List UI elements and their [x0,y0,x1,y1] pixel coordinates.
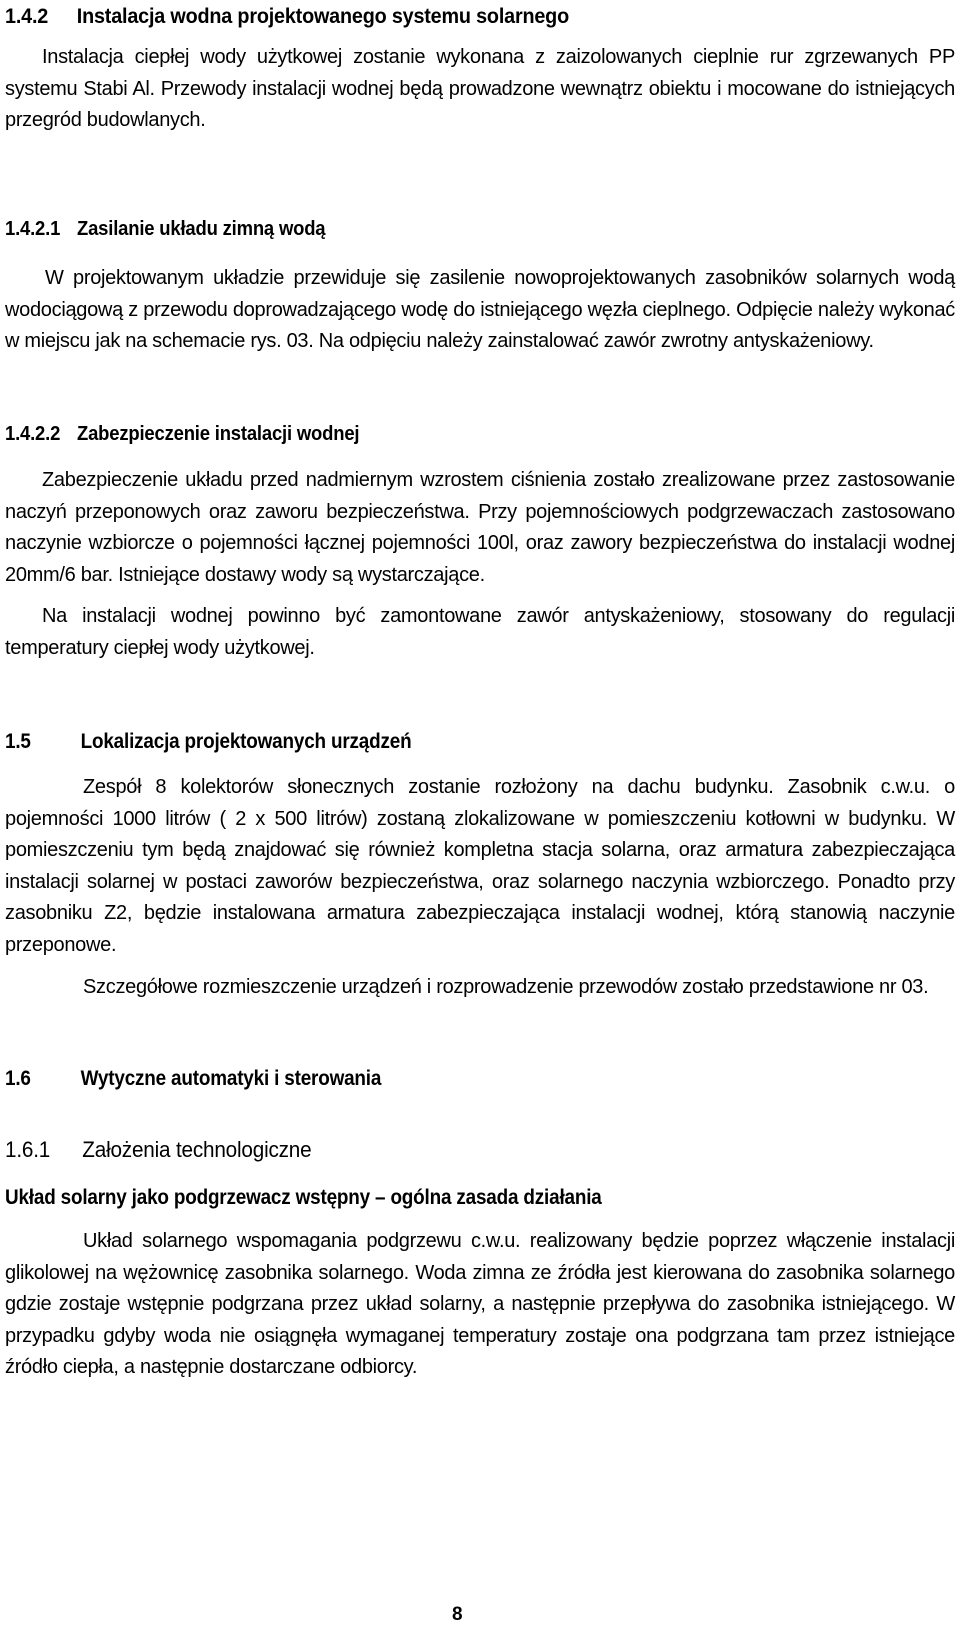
heading-title: Lokalizacja projektowanych urządzeń [80,730,412,753]
heading-number: 1.5 [5,730,31,753]
section-1-4-2-1-body [5,263,955,358]
heading-number: 1.4.2.2 [5,422,61,445]
heading-title: Założenia technologiczne [82,1137,312,1162]
heading-1-4-2-1 [5,215,325,243]
section-1-6 [5,1065,423,1093]
section-1-4-2-2 [5,420,399,448]
subsection-solar [5,1184,668,1212]
heading-1-4-2-2 [5,420,359,448]
paragraph: W projektowanym układzie przewiduje się zasilenie nowoprojektowanych zasobników solarnych wodą wodociągową z przewodu doprowadzającego wodę do istniejącego węzła cieplnego. Odpięcie należy wykonać w miejscu jak na schemacie rys. 03. Na odpięciu należy zainstalować zawór zwrotny antyskażeniowy. [5,267,955,353]
paragraph: Instalacja ciepłej wody użytkowej zostanie wykonana z zaizolowanych cieplnie rur zgrzewanych PP systemu Stabi Al. Przewody instalacji wodnej będą prowadzone wewnątrz obiektu i mocowane do istniejących przegród budowlanych. [5,46,955,132]
heading-1-6 [5,1065,381,1093]
paragraph: Na instalacji wodnej powinno być zamontowane zawór antyskażeniowy, stosowany do regulacji temperatury ciepłej wody użytkowej. [5,605,955,659]
section-1-6-1 [5,1136,338,1164]
heading-title: Wytyczne automatyki i sterowania [80,1067,382,1090]
section-1-5 [5,728,457,756]
paragraph: Zespół 8 kolektorów słonecznych zostanie rozłożony na dachu budynku. Zasobnik c.w.u. o pojemności 1000 litrów ( 2 x 500 litrów) zostaną zlokalizowane w pomieszczeniu kotłowni w budynku. W pomieszczeniu tym będą znajdować się również kompletna stacja solarna, oraz armatura zabezpieczająca instalacji solarnej w postaci zaworów bezpieczeństwa, oraz solarnego naczynia wzbiorczego. Ponadto przy zasobniku Z2, będzie instalowana armatura zabezpieczająca instalacji wodnej, którą stanowią naczynie przeponowe. [5,776,955,956]
section-1-5-body [5,772,955,1003]
subsection-title: Układ solarny jako podgrzewacz wstępny – ogólna zasada działania [5,1186,602,1209]
paragraph: Szczegółowe rozmieszczenie urządzeń i rozprowadzenie przewodów zostało przedstawione nr 03. [83,975,929,998]
paragraph: Układ solarnego wspomagania podgrzewu c.w.u. realizowany będzie poprzez włączenie instalacji glikolowej na wężownicę zasobnika solarnego. Woda zimna ze źródła jest kierowana do zasobnika solarnego gdzie zostaje wstępnie podgrzana przez układ solarny, a następnie przepływa do zasobnika istniejącego. W przypadku gdyby woda nie osiągnęła wymaganej temperatury zostaje ona podgrzana tam przez istniejące źródło ciepła, a następnie dostarczane odbiorcy. [5,1230,955,1379]
section-1-4-2-1 [5,215,361,243]
heading-1-4-2 [5,2,569,30]
heading-1-6-1 [5,1136,311,1164]
heading-title: Instalacja wodna projektowanego systemu solarnego [76,4,569,28]
paragraph: Zabezpieczenie układu przed nadmiernym wzrostem ciśnienia zostało zrealizowane przez zastosowanie naczyń przeponowych oraz zaworu bezpieczeństwa. Przy pojemnościowych podgrzewaczach zastosowano naczynie wzbiorcze o pojemności łącznej pojemności 100l, oraz zawory bezpieczeństwa do instalacji wodnej 20mm/6 bar. Istniejące dostawy wody są wystarczające. [5,469,955,586]
heading-title: Zabezpieczenie instalacji wodnej [77,422,360,445]
heading-number: 1.6 [5,1067,31,1090]
heading-number: 1.4.2.1 [5,217,61,240]
subsection-solar-body [5,1226,955,1384]
section-1-4-2-2-body [5,465,955,665]
heading-number: 1.4.2 [5,4,49,28]
section-1-4-2 [5,2,618,30]
section-1-4-2-body [5,42,955,137]
heading-1-5 [5,728,411,756]
page-number: 8 [452,1604,463,1625]
heading-number: 1.6.1 [5,1137,51,1162]
heading-title: Zasilanie układu zimną wodą [77,217,326,240]
